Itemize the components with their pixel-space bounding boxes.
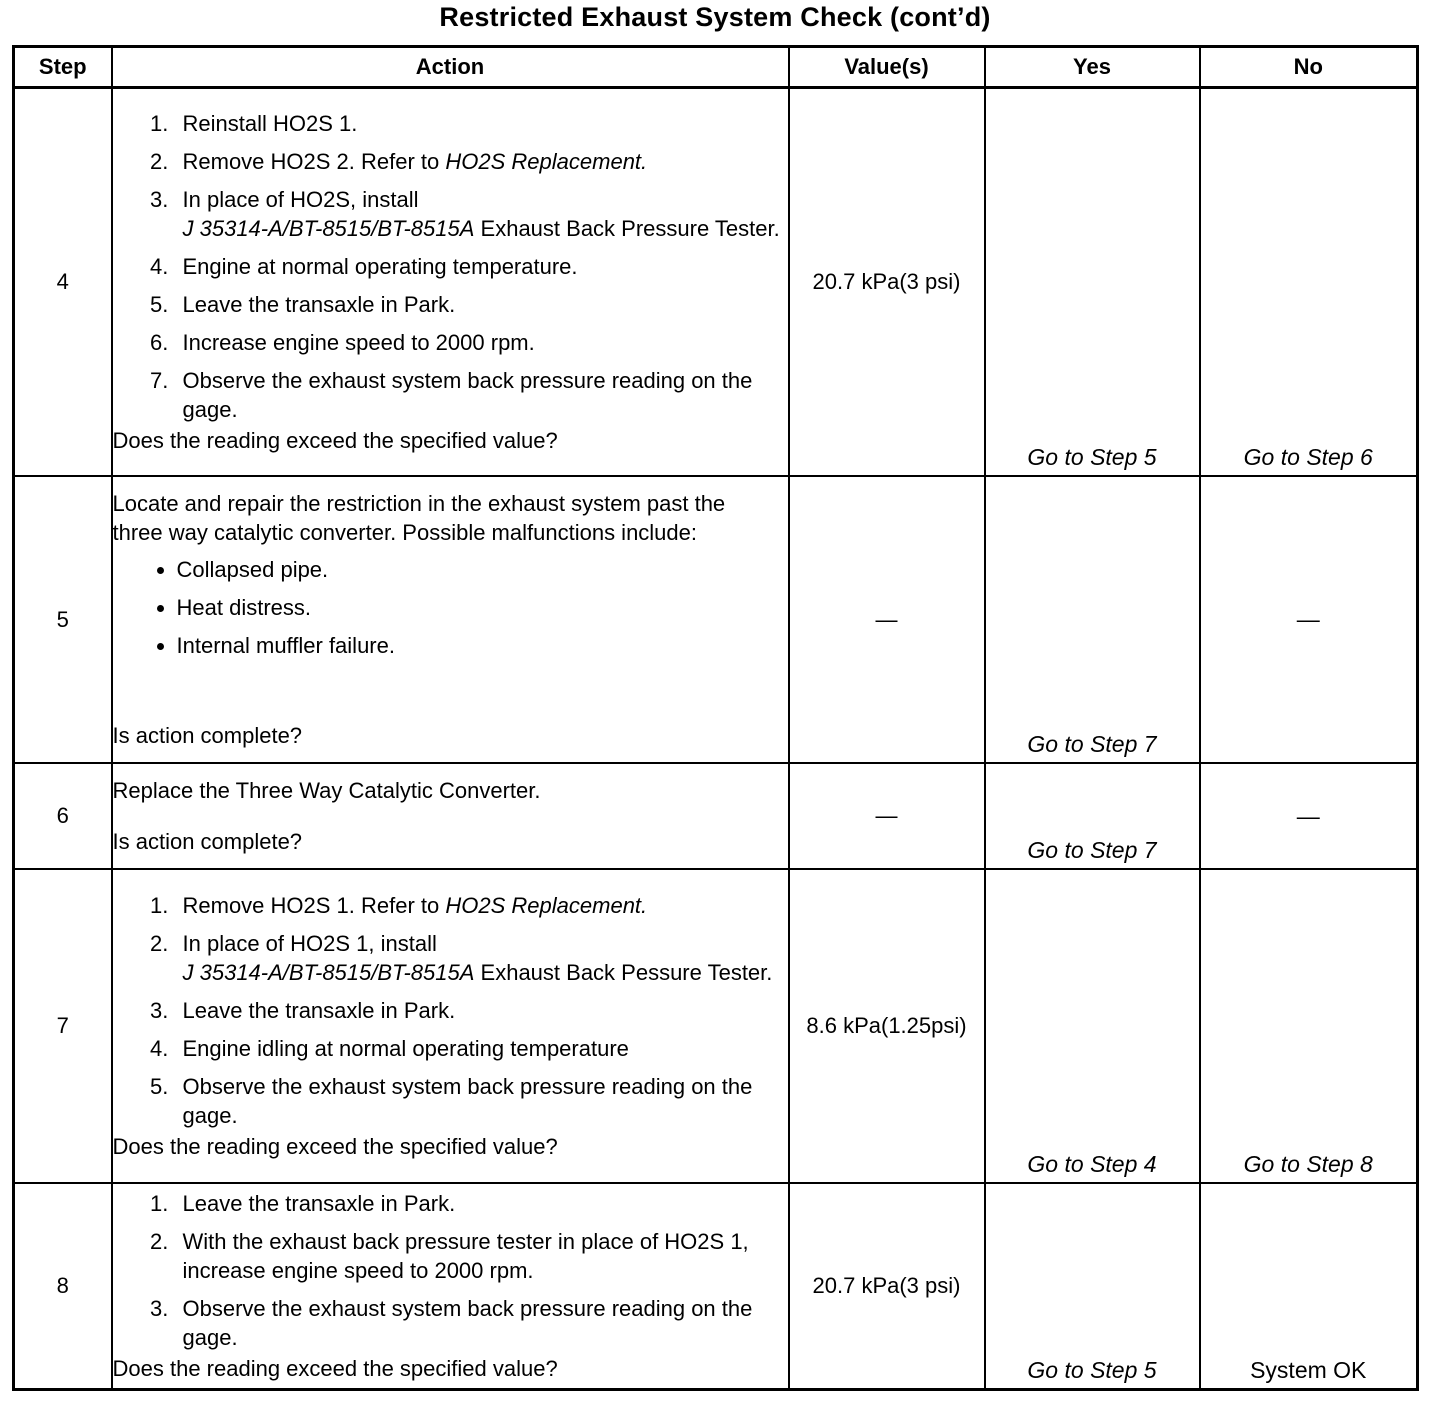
- action-step: [175, 1294, 788, 1352]
- list-item: [177, 593, 788, 622]
- yes-outcome-link[interactable]: Go to Step 7: [1027, 837, 1157, 863]
- action-step-text: Observe the exhaust system back pressure reading on the gage.: [182, 1074, 753, 1128]
- action-step: [175, 185, 788, 243]
- no-outcome-link[interactable]: Go to Step 6: [1243, 444, 1373, 470]
- list-item: [177, 631, 788, 660]
- malfunction-list: [113, 555, 788, 660]
- action-step-text: Remove HO2S 2. Refer to: [182, 149, 446, 174]
- header-values: Value(s): [789, 47, 985, 88]
- action-question: Does the reading exceed the specified value?: [112, 428, 558, 453]
- no-cell: [1200, 869, 1418, 1183]
- action-question: Does the reading exceed the specified value?: [112, 1356, 558, 1381]
- yes-cell: [985, 869, 1200, 1183]
- action-step-text: Observe the exhaust system back pressure reading on the gage.: [182, 368, 753, 422]
- action-step: [175, 147, 788, 176]
- value-cell: 20.7 kPa(3 psi): [789, 1183, 985, 1390]
- yes-outcome-link[interactable]: Go to Step 4: [1027, 1151, 1157, 1177]
- document-title: Restricted Exhaust System Check (cont’d): [439, 2, 991, 32]
- value-cell: —: [789, 476, 985, 763]
- action-step-text: Engine at normal operating temperature.: [182, 254, 578, 279]
- reference-link[interactable]: HO2S Replacement.: [445, 893, 648, 918]
- action-step-text: Exhaust Back Pressure Tester.: [474, 216, 780, 241]
- header-action: Action: [112, 47, 789, 88]
- yes-cell: [985, 476, 1200, 763]
- no-outcome-link[interactable]: Go to Step 8: [1243, 1151, 1373, 1177]
- action-cell: [112, 476, 789, 763]
- action-step: [175, 1189, 788, 1218]
- tool-reference: J 35314-A/BT-8515/BT-8515A: [182, 960, 475, 985]
- table-row-step-6: [14, 763, 1418, 869]
- yes-cell: [985, 763, 1200, 869]
- no-cell: [1200, 1183, 1418, 1390]
- action-steps: [113, 1189, 788, 1352]
- step-number: 4: [14, 88, 112, 477]
- no-cell: —: [1200, 476, 1418, 763]
- action-step-text: In place of HO2S, install: [182, 187, 419, 212]
- header-no: No: [1200, 47, 1418, 88]
- yes-cell: [985, 1183, 1200, 1390]
- action-step: [175, 996, 788, 1025]
- action-step: [175, 929, 788, 987]
- action-step: [175, 1034, 788, 1063]
- action-steps: [113, 109, 788, 424]
- header-row: [14, 47, 1418, 88]
- action-cell: [112, 869, 789, 1183]
- step-number: 8: [14, 1183, 112, 1390]
- action-step-text: In place of HO2S 1, install: [182, 931, 437, 956]
- yes-cell: [985, 88, 1200, 477]
- action-step-text: Exhaust Back Pessure Tester.: [474, 960, 773, 985]
- list-item-text: Heat distress.: [176, 595, 311, 620]
- value-cell: 20.7 kPa(3 psi): [789, 88, 985, 477]
- yes-outcome-link[interactable]: Go to Step 7: [1027, 731, 1157, 757]
- action-question: Is action complete?: [112, 829, 303, 854]
- yes-outcome-link[interactable]: Go to Step 5: [1027, 444, 1157, 470]
- list-item-text: Internal muffler failure.: [176, 633, 395, 658]
- header-yes: Yes: [985, 47, 1200, 88]
- no-outcome-text: System OK: [1250, 1357, 1367, 1383]
- action-step-text: Leave the transaxle in Park.: [182, 292, 456, 317]
- action-question: Does the reading exceed the specified value?: [112, 1134, 558, 1159]
- action-intro: Replace the Three Way Catalytic Converter.: [112, 778, 541, 803]
- action-step: [175, 891, 788, 920]
- action-step: [175, 109, 788, 138]
- header-step: Step: [14, 47, 112, 88]
- action-step-text: Remove HO2S 1. Refer to: [182, 893, 446, 918]
- value-cell: —: [789, 763, 985, 869]
- action-step-text: With the exhaust back pressure tester in place of HO2S 1, increase engine speed to 2000 rpm.: [182, 1229, 749, 1283]
- action-step: [175, 328, 788, 357]
- step-number: 6: [14, 763, 112, 869]
- action-step-text: Observe the exhaust system back pressure reading on the gage.: [182, 1296, 753, 1350]
- no-cell: —: [1200, 763, 1418, 869]
- step-number: 5: [14, 476, 112, 763]
- tool-reference: J 35314-A/BT-8515/BT-8515A: [182, 216, 475, 241]
- action-step: [175, 252, 788, 281]
- value-cell: 8.6 kPa(1.25psi): [789, 869, 985, 1183]
- action-cell: [112, 1183, 789, 1390]
- action-step-text: Engine idling at normal operating temperature: [182, 1036, 629, 1061]
- action-cell: [112, 763, 789, 869]
- action-intro: Locate and repair the restriction in the exhaust system past the three way catalytic converter. Possible malfunctions include:: [112, 491, 726, 545]
- no-cell: [1200, 88, 1418, 477]
- table-row-step-5: [14, 476, 1418, 763]
- action-question: Is action complete?: [112, 723, 303, 748]
- yes-outcome-link[interactable]: Go to Step 5: [1027, 1357, 1157, 1383]
- table-row-step-8: [14, 1183, 1418, 1390]
- step-number: 7: [14, 869, 112, 1183]
- action-step-text: Increase engine speed to 2000 rpm.: [182, 330, 535, 355]
- action-step: [175, 366, 788, 424]
- action-cell: [112, 88, 789, 477]
- action-step-text: Leave the transaxle in Park.: [182, 1191, 456, 1216]
- action-step: [175, 290, 788, 319]
- list-item-text: Collapsed pipe.: [176, 557, 329, 582]
- table-row-step-4: [14, 88, 1418, 477]
- reference-link[interactable]: HO2S Replacement.: [445, 149, 648, 174]
- action-step-text: Reinstall HO2S 1.: [182, 111, 358, 136]
- action-step: [175, 1072, 788, 1130]
- action-step-text: Leave the transaxle in Park.: [182, 998, 456, 1023]
- action-step: [175, 1227, 788, 1285]
- list-item: [177, 555, 788, 584]
- diagnostic-table: [12, 45, 1419, 1391]
- action-steps: [113, 891, 788, 1130]
- table-row-step-7: [14, 869, 1418, 1183]
